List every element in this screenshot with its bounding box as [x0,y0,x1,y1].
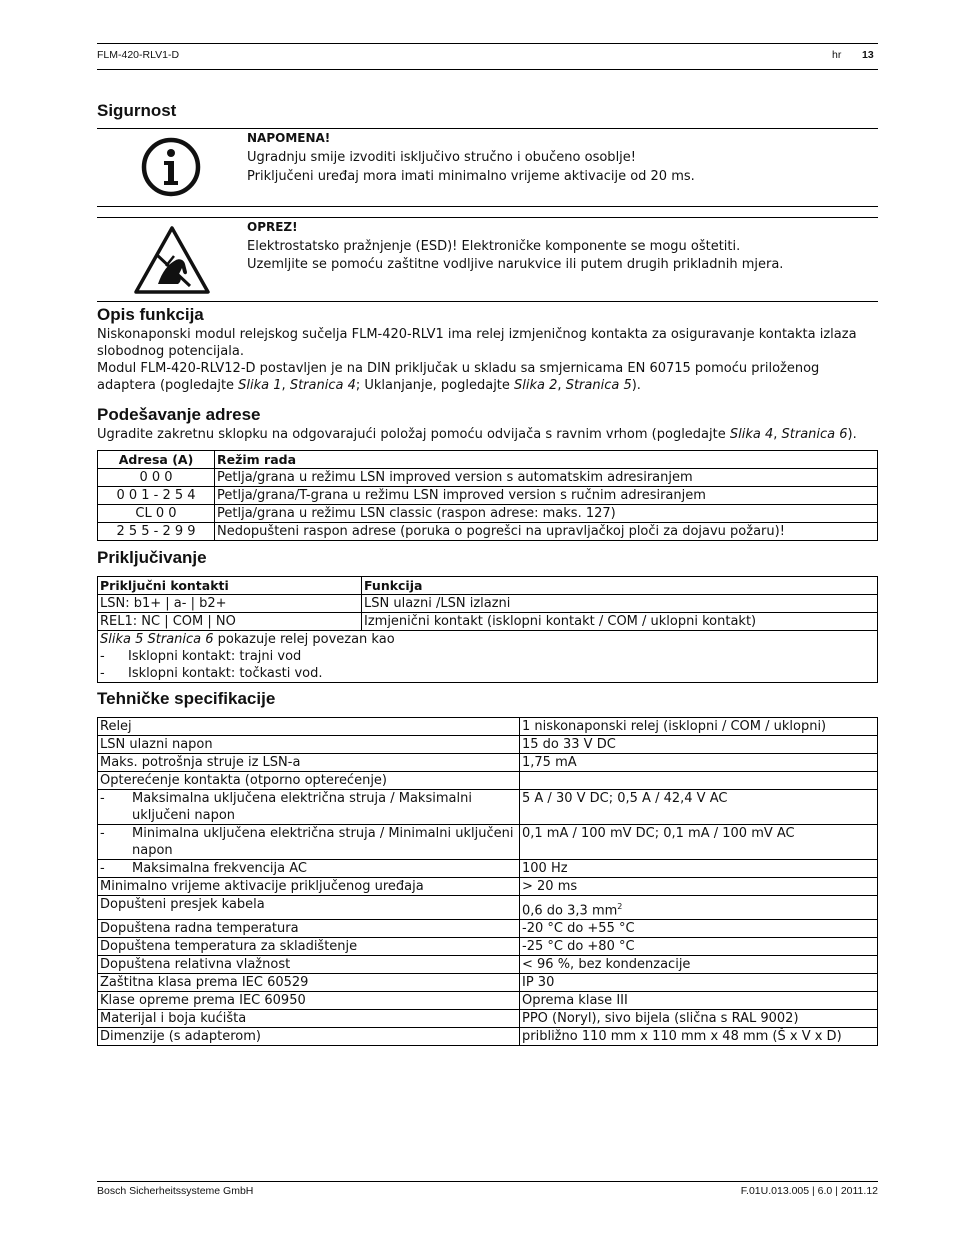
table-row [98,956,878,974]
connection-table [97,576,878,683]
column-header: Funkcija [362,577,878,595]
spec-label: Maks. potrošnja struje iz LSN-a [98,754,520,772]
address-value: CL 0 0 [98,505,215,523]
table-row [98,860,878,878]
info-icon [140,136,202,198]
column-header: Adresa (A) [98,451,215,469]
section-title-function: Opis funkcija [97,305,204,324]
page-ref: Stranica 4 [289,378,356,393]
table-row [98,718,878,736]
address-value: 0 0 1 - 2 5 4 [98,487,215,505]
table-row [98,736,878,754]
specs-table [97,717,878,1046]
spec-label: Relej [98,718,520,736]
address-value: 0 0 0 [98,469,215,487]
spec-label: - Maksimalna uključena električna struja / Maksimalni uključeni napon [98,790,520,825]
caution-title: OPREZ! [247,220,298,234]
address-table [97,450,878,541]
caution-block [97,217,878,303]
table-row [98,1010,878,1028]
section-title-address: Podešavanje adrese [97,405,261,424]
column-header: Priključni kontakti [98,577,362,595]
spec-label: Dopuštena relativna vlažnost [98,956,520,974]
table-row [98,754,878,772]
spec-value: 1,75 mA [520,754,878,772]
table-row [98,1028,878,1046]
spec-label: Opterećenje kontakta (otporno opterećenje) [98,772,520,790]
figure-ref: Slika 2 [514,378,558,393]
function-text-2: Modul FLM-420-RLV12-D postavljen je na DIN priključak u skladu sa smjernicama EN 60715 pomoću priloženog adaptera (pogledajte Slika 1, Stranica 4; Uklanjanje, pogledajte Slika 2, Stranica 5). [97,361,820,393]
notice-line-1: Ugradnju smije izvoditi isključivo stručno i obučeno osoblje! [247,150,636,165]
header-rule-top [97,43,878,44]
function-text-1: Niskonaponski modul relejskog sučelja FLM-420-RLV1 ima relej izmjeničnog kontakta za osiguravanje kontakta izlaza slobodnog potencijala. [97,327,857,359]
spec-value: Oprema klase III [520,992,878,1010]
footer-rule [97,1181,878,1182]
spec-label: Zaštitna klasa prema IEC 60529 [98,974,520,992]
table-row [98,523,878,541]
table-row [98,487,878,505]
table-row [98,920,878,938]
notice-block [97,128,878,208]
table-header-row [98,451,878,469]
footer-doc-info: F.01U.013.005 | 6.0 | 2011.12 [740,1185,878,1197]
spec-value: > 20 ms [520,878,878,896]
spec-label: - Minimalna uključena električna struja / Minimalni uključeni napon [98,825,520,860]
page-ref: Stranica 5 [565,378,632,393]
column-header: Režim rada [215,451,878,469]
table-row [98,825,878,860]
table-row [98,938,878,956]
spec-label: Minimalno vrijeme aktivacije priključenog uređaja [98,878,520,896]
caution-line-1: Elektrostatsko pražnjenje (ESD)! Elektroničke komponente se mogu oštetiti. [247,239,741,254]
spec-label: - Maksimalna frekvencija AC [98,860,520,878]
header-rule-bottom [97,69,878,70]
function-value: Izmjenični kontakt (isklopni kontakt / COM / uklopni kontakt) [362,613,878,631]
table-row [98,896,878,920]
table-row [98,974,878,992]
function-paragraph [97,326,878,394]
table-row [98,595,878,613]
spec-value: -25 °C do +80 °C [520,938,878,956]
caution-line-2: Uzemljite se pomoću zaštitne vodljive narukvice ili putem drugih prikladnih mjera. [247,257,784,272]
mode-value: Nedopušteni raspon adrese (poruka o pogrešci na upravljačkoj ploči za dojavu požaru)! [215,523,878,541]
terminal-value: LSN: b1+ | a- | b2+ [98,595,362,613]
spec-value: PPO (Noryl), sivo bijela (slična s RAL 9002) [520,1010,878,1028]
language-code: hr [832,49,842,61]
spec-label: Dopušteni presjek kabela [98,896,520,920]
spec-value: 100 Hz [520,860,878,878]
spec-label: Dopuštena temperatura za skladištenje [98,938,520,956]
table-row [98,469,878,487]
table-row [98,992,878,1010]
spec-label: Materijal i boja kućišta [98,1010,520,1028]
function-value: LSN ulazni /LSN izlazni [362,595,878,613]
terminal-value: REL1: NC | COM | NO [98,613,362,631]
spec-value: 0,6 do 3,3 $mm^2$ [520,896,878,920]
table-row [98,772,878,790]
spec-value: 0,1 mA / 100 mV DC; 0,1 mA / 100 mV AC [520,825,878,860]
spec-label: Dopuštena radna temperatura [98,920,520,938]
spec-value: -20 °C do +55 °C [520,920,878,938]
spec-label: Dimenzije (s adapterom) [98,1028,520,1046]
figure-ref: Slika 4 [729,427,774,442]
spec-value: 5 A / 30 V DC; 0,5 A / 42,4 V AC [520,790,878,825]
spec-value [520,772,878,790]
mode-value: Petlja/grana u režimu LSN classic (raspon adrese: maks. 127) [215,505,878,523]
spec-value: 1 niskonaponski relej (isklopni / COM / uklopni) [520,718,878,736]
table-row [98,878,878,896]
section-title-specs: Tehničke specifikacije [97,689,276,708]
mode-value: Petlja/grana u režimu LSN improved version s automatskim adresiranjem [215,469,878,487]
section-title-connection: Priključivanje [97,548,207,567]
mode-value: Petlja/grana/T-grana u režimu LSN improved version s ručnim adresiranjem [215,487,878,505]
table-note-row [98,631,878,683]
spec-label: LSN ulazni napon [98,736,520,754]
esd-warning-icon [132,224,212,296]
notice-line-2: Priključeni uređaj mora imati minimalno vrijeme aktivacije od 20 ms. [247,169,695,184]
spec-value: IP 30 [520,974,878,992]
footer-company: Bosch Sicherheitssysteme GmbH [97,1185,254,1197]
doc-id: FLM-420-RLV1-D [97,49,180,61]
spec-value: 15 do 33 V DC [520,736,878,754]
page-ref: Stranica 6 [781,427,848,442]
connection-note: Slika 5 Stranica 6 pokazuje relej povezan kao - Isklopni kontakt: trajni vod - Isklopni kontakt: točkasti vod. [98,631,878,683]
list-item: - Isklopni kontakt: točkasti vod. [100,666,323,681]
spec-value: približno 110 mm x 110 mm x 48 mm (Š x V x D) [520,1028,878,1046]
list-item: - Isklopni kontakt: trajni vod [100,649,302,664]
address-value: 2 5 5 - 2 9 9 [98,523,215,541]
table-row [98,505,878,523]
notice-title: NAPOMENA! [247,131,331,145]
table-row [98,790,878,825]
figure-ref: Slika 5 Stranica 6 [100,632,214,647]
spec-value: < 96 %, bez kondenzacije [520,956,878,974]
table-row [98,613,878,631]
figure-ref: Slika 1 [238,378,282,393]
section-title-safety: Sigurnost [97,101,177,120]
address-paragraph: Ugradite zakretnu sklopku na odgovarajući položaj pomoću odvijača s ravnim vrhom (pogledajte Slika 4, Stranica 6). [97,427,857,442]
spec-label: Klase opreme prema IEC 60950 [98,992,520,1010]
table-header-row [98,577,878,595]
page-number: 13 [862,49,874,61]
